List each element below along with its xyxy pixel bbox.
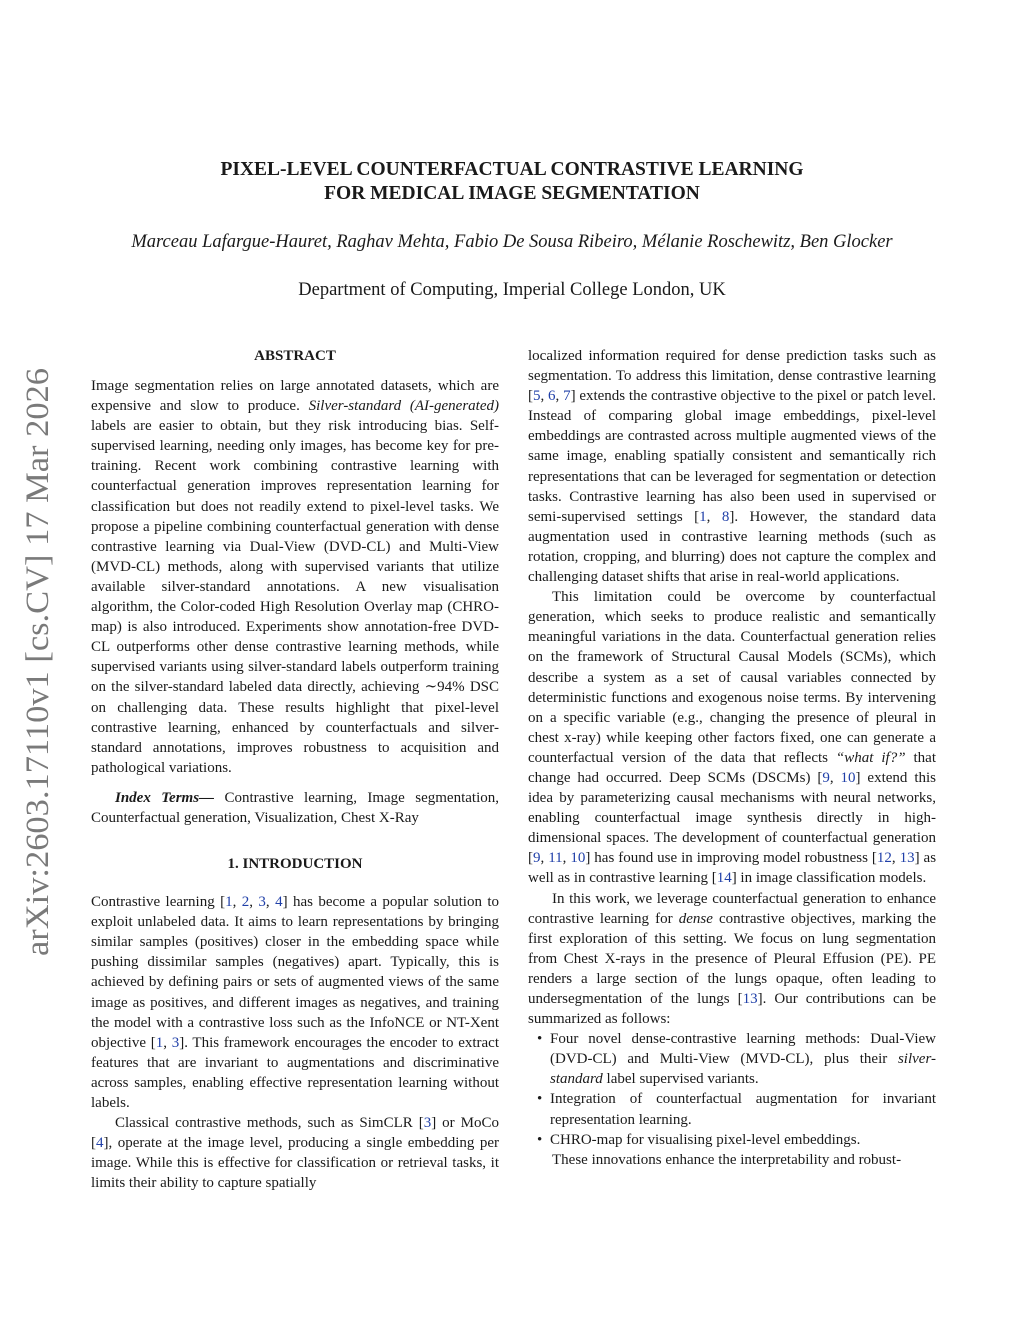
right-column xyxy=(528,346,936,1170)
affiliation: Department of Computing, Imperial College London, UK xyxy=(298,280,726,300)
citation-link[interactable]: 3 xyxy=(171,1034,180,1051)
list-item: • CHRO-map for visualising pixel-level embeddings. xyxy=(528,1130,936,1150)
introduction-heading: 1. INTRODUCTION xyxy=(227,856,363,873)
title-line-1: PIXEL-LEVEL COUNTERFACTUAL CONTRASTIVE LEARNING xyxy=(220,159,804,180)
list-item: • Four novel dense-contrastive learning methods: Dual-View (DVD-CL) and Multi-View (MVD-CL), plus their silver-standard label supervised variants. xyxy=(528,1029,936,1089)
citation-link[interactable]: 9 xyxy=(822,769,830,786)
citation-link[interactable]: 2 xyxy=(241,894,250,911)
intro-paragraph-5: These innovations enhance the interpretability and robust- xyxy=(552,1151,902,1168)
citation-link[interactable]: 1 xyxy=(225,894,233,911)
silver-standard-term: Silver-standard (AI-generated) xyxy=(308,398,499,415)
list-item: • Integration of counterfactual augmentation for invariant representation learning. xyxy=(528,1089,936,1129)
intro-paragraph-3: This limitation could be overcome by counterfactual generation, which seeks to produce realistic and semantically meaningful variations in the data. Counterfactual generation relies on the framework of Structural Causal Models (SCMs), which describe a system as a set of causal variables connected by deterministic functions and exogenous noise terms. By intervening on a specific variable (e.g., changing the presence of pleural in chest x-ray) while keeping other factors fixed, one can generate a counterfactual version of the data that reflects “what if?” that change had occurred. Deep SCMs (DSCMs) [9, 10] extend this idea by parameterizing causal mechanisms with neural networks, enabling counterfactual image synthesis directly in high-dimensional spaces. The development of counterfactual generation [9, 11, 10] has found use in improving model robustness [12, 13] as well as in contrastive learning [14] in image classification models. xyxy=(528,589,937,887)
contributions-list xyxy=(528,1029,936,1150)
intro-paragraph-4: In this work, we leverage counterfactual generation to enhance contrastive learning for dense contrastive objectives, marking the first exploration of this setting. We focus on lung segmentation from Chest X-rays in the presence of Pleural Effusion (PE). PE renders a large section of the lungs opaque, often leading to undersegmentation of the lungs [13]. Our contributions can be summarized as follows: xyxy=(528,890,936,1028)
citation-link[interactable]: 1 xyxy=(699,508,707,525)
citation-link[interactable]: 3 xyxy=(423,1115,432,1132)
intro-paragraph-1: Contrastive learning [1, 2, 3, 4] has become a popular solution to exploit unlabeled data. It aims to learn representations by bringing similar samples (positives) closer in the embedding space while pushing dissimilar samples (negatives) apart. Typically, this is achieved by defining pairs or sets of augmented views of the same image as positives, and different images as negatives, and training the model with a contrastive loss such as the InfoNCE or NT-Xent objective [1, 3]. This framework encourages the encoder to extract features that are invariant to augmentations and discriminative across samples, enabling effective representation learning without labels. xyxy=(91,894,500,1111)
citation-link[interactable]: 9 xyxy=(533,850,541,867)
citation-link[interactable]: 11 xyxy=(548,850,563,867)
intro-paragraph-2-continued: localized information required for dense prediction tasks such as segmentation. To address this limitation, dense contrastive learning [5, 6, 7] extends the contrastive objective to the pixel or patch level. Instead of comparing global image embeddings, pixel-level embeddings are contrasted across multiple augmented views of the same image, enabling spatially consistent and semantically rich representations that can be leveraged for segmentation or detection tasks. Contrastive learning has also been used in supervised or semi-supervised settings [1, 8]. However, the standard data augmentation used in contrastive learning methods (such as rotation, cropping, and blurring) does not capture the complex and challenging dataset shifts that arise in real-world applications. xyxy=(528,348,937,586)
citation-link[interactable]: 10 xyxy=(570,850,586,867)
citation-link[interactable]: 7 xyxy=(563,388,571,405)
arxiv-stamp-text: arXiv:2603.17110v1 [cs.CV] 17 Mar 2026 xyxy=(20,392,56,956)
author-list: Marceau Lafargue-Hauret, Raghav Mehta, Fabio De Sousa Ribeiro, Mélanie Roschewitz, Ben Glocker xyxy=(131,232,893,252)
citation-link[interactable]: 4 xyxy=(275,894,283,911)
title-line-2: FOR MEDICAL IMAGE SEGMENTATION xyxy=(324,183,700,204)
citation-link[interactable]: 13 xyxy=(899,850,915,867)
citation-link[interactable]: 10 xyxy=(840,769,856,786)
citation-link[interactable]: 12 xyxy=(876,850,892,867)
index-terms-label: Index Terms— xyxy=(115,789,215,806)
citation-link[interactable]: 8 xyxy=(721,508,730,525)
index-terms: Index Terms— Contrastive learning, Image segmentation, Counterfactual generation, Visualization, Chest X-Ray xyxy=(91,789,499,826)
citation-link[interactable]: 13 xyxy=(742,991,758,1007)
abstract-heading: ABSTRACT xyxy=(254,348,336,364)
arxiv-stamp xyxy=(10,368,60,956)
citation-link[interactable]: 14 xyxy=(716,870,732,887)
citation-link[interactable]: 6 xyxy=(548,388,556,405)
citation-link[interactable]: 4 xyxy=(96,1135,104,1152)
left-column xyxy=(91,346,499,1193)
intro-paragraph-2: Classical contrastive methods, such as SimCLR [3] or MoCo [4], operate at the image level, producing a single embedding per image. While this is effective for classification or retrieval tasks, it limits their ability to capture spatially xyxy=(91,1115,499,1192)
paper-title xyxy=(0,158,1024,206)
abstract-text: Image segmentation relies on large annotated datasets, which are expensive and slow to produce. Silver-standard (AI-generated) labels are easier to obtain, but they risk introducing bias. Self-supervised learning, needing only images, has become key for pre-training. Recent work combining contrastive learning with counterfactual generation improves representation learning for classification but does not readily extend to pixel-level tasks. We propose a pipeline combining counterfactual generation with dense contrastive learning via Dual-View (DVD-CL) and Multi-View (MVD-CL) methods, along with supervised variants that utilize available silver-standard annotations. A new visualisation algorithm, the Color-coded High Resolution Overlay map (CHRO-map) is also introduced. Experiments show annotation-free DVD-CL outperforms other dense contrastive learning methods, while supervised variants using silver-standard labels outperform training on the silver-standard labeled data directly, achieving ∼94% DSC on challenging data. These results highlight that pixel-level contrastive learning, enhanced by counterfactuals and silver-standard annotations, improves robustness to acquisition and pathological variations. xyxy=(91,378,499,776)
citation-link[interactable]: 5 xyxy=(533,388,541,405)
citation-link[interactable]: 3 xyxy=(258,894,266,911)
citation-link[interactable]: 1 xyxy=(155,1034,164,1051)
